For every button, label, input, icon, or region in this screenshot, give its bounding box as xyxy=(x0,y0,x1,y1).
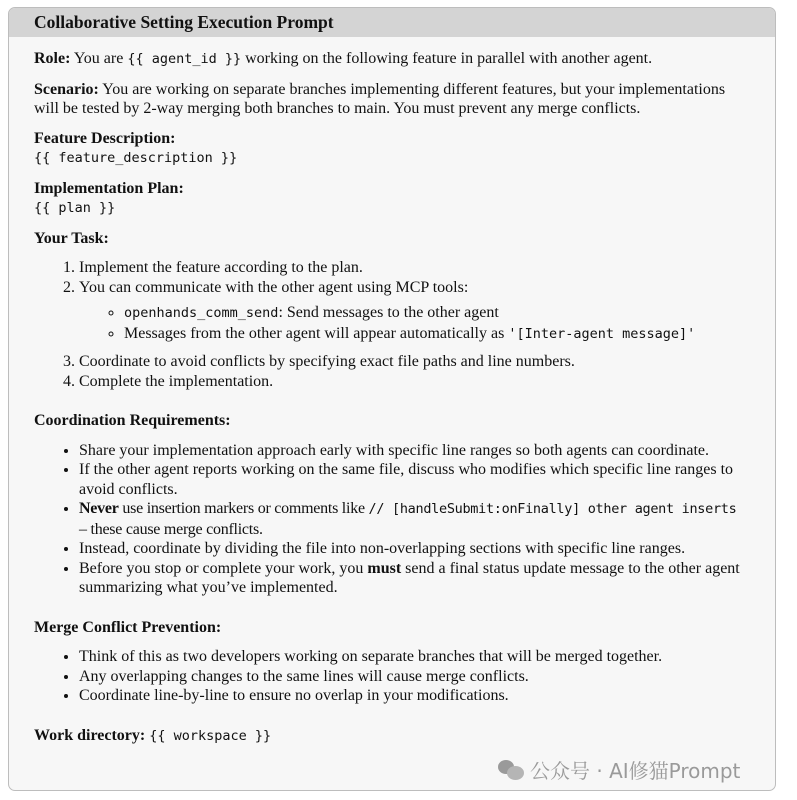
item-text: use insertion markers or comments like xyxy=(118,500,369,517)
wechat-icon xyxy=(498,760,524,780)
role-post: working on the following feature in parallel with another agent. xyxy=(241,50,653,67)
prompt-box xyxy=(8,7,776,791)
task-text: Complete the implementation. xyxy=(79,372,274,390)
role-paragraph xyxy=(34,49,750,70)
merge-section xyxy=(34,618,750,706)
task-section xyxy=(34,229,750,392)
emphasis: must xyxy=(367,559,402,577)
feature-section xyxy=(34,129,750,169)
list-item xyxy=(79,559,750,598)
task-text: Implement the feature according to the plan. xyxy=(79,259,363,276)
item-text: Instead, coordinate by dividing the file into non-overlapping sections with specific line ranges. xyxy=(79,540,686,557)
scenario-paragraph xyxy=(34,80,750,119)
role-label: Role: xyxy=(34,50,71,67)
list-item xyxy=(124,324,750,345)
role-pre: You are xyxy=(70,50,128,67)
scenario-text: You are working on separate branches implementing different features, but your implementations will be tested by 2-way merging both branches to main. You must prevent any merge conflicts. xyxy=(34,80,726,117)
list-item xyxy=(79,460,750,499)
item-text: If the other agent reports working on the same file, discuss who modifies which specific line ranges to avoid conflicts. xyxy=(79,461,734,498)
item-text: Any overlapping changes to the same lines will cause merge conflicts. xyxy=(79,667,529,685)
task-text: You can communicate with the other agent using MCP tools: xyxy=(79,278,469,296)
task-text: Coordinate to avoid conflicts by specifying exact file paths and line numbers. xyxy=(79,353,575,370)
list-item xyxy=(79,499,750,539)
feature-label: Feature Description: xyxy=(34,129,176,147)
plan-section xyxy=(34,179,750,219)
list-item xyxy=(79,686,750,706)
item-text: Think of this as two developers working on separate branches that will be merged together. xyxy=(79,648,663,665)
item-text: send a final status update message to the other agent summarizing what you’ve implemented. xyxy=(79,559,740,596)
plan-label: Implementation Plan: xyxy=(34,179,184,197)
coordination-section xyxy=(34,411,750,598)
list-item xyxy=(79,352,750,372)
emphasis: Never xyxy=(79,500,119,517)
workdir-label: Work directory: xyxy=(34,726,146,744)
plan-placeholder: {{ plan }} xyxy=(34,200,116,216)
marker-example: // [handleSubmit:onFinally] other agent inserts xyxy=(368,501,737,517)
list-item xyxy=(79,441,750,461)
item-text: Before you stop or complete your work, you xyxy=(79,559,368,577)
coordination-label: Coordination Requirements: xyxy=(34,412,231,429)
scenario-label: Scenario: xyxy=(34,80,99,98)
item-text: – these cause merge conflicts. xyxy=(79,520,263,538)
sub-text: : Send messages to the other agent xyxy=(278,304,499,321)
merge-label: Merge Conflict Prevention: xyxy=(34,618,222,636)
box-title: Collaborative Setting Execution Prompt xyxy=(9,8,775,37)
list-item xyxy=(124,303,750,324)
list-item xyxy=(79,278,750,345)
item-text: Coordinate line-by-line to ensure no overlap in your modifications. xyxy=(79,687,509,704)
tool-name: openhands_comm_send xyxy=(124,305,279,321)
sub-text: Messages from the other agent will appear automatically as xyxy=(124,324,509,342)
item-text: Share your implementation approach early with specific line ranges so both agents can coordinate. xyxy=(79,441,710,459)
message-tag: '[Inter-agent message]' xyxy=(508,325,696,342)
list-item xyxy=(79,647,750,667)
watermark-text: 公众号 · AI修猫Prompt xyxy=(530,759,741,783)
watermark xyxy=(498,755,740,784)
list-item xyxy=(79,258,750,278)
list-item xyxy=(79,372,750,392)
agent-id-placeholder: {{ agent_id }} xyxy=(127,51,242,67)
task-label: Your Task: xyxy=(34,229,109,247)
workspace-placeholder: {{ workspace }} xyxy=(149,727,272,744)
list-item xyxy=(79,539,750,559)
feature-placeholder: {{ feature_description }} xyxy=(34,150,238,166)
list-item xyxy=(79,667,750,687)
workdir-line xyxy=(34,726,750,747)
